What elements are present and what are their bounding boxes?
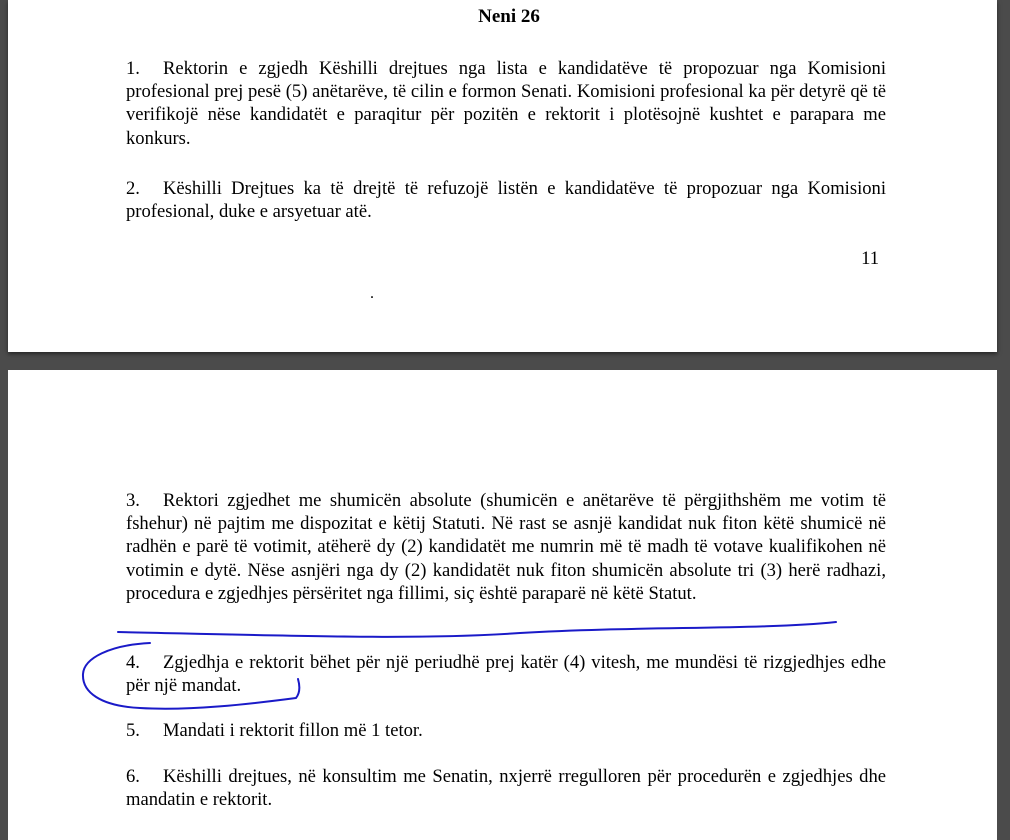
paragraph-5 — [126, 719, 886, 742]
article-heading: Neni 26 — [478, 6, 540, 27]
paragraph-number: 2. — [126, 178, 140, 199]
paragraph-number: 5. — [126, 720, 140, 741]
document-page-11 — [8, 0, 997, 352]
paragraph-6 — [126, 765, 886, 811]
paragraph-text: Rektorin e zgjedh Këshilli drejtues nga lista e kandidatëve të propozuar nga Komisioni profesional prej pesë (5) anëtarëve, të cilin e formon Senati. Komisioni profesional ka për detyrë që të verifikojë nëse kandidatët e paraqitur për pozitën e rektorit i plotësojnë kushtet e parapara me konkurs. — [126, 58, 886, 149]
paragraph-text: Mandati i rektorit fillon më 1 tetor. — [163, 720, 423, 741]
paragraph-number: 1. — [126, 58, 140, 79]
document-page-12 — [8, 370, 997, 840]
paragraph-3 — [126, 489, 886, 605]
paragraph-1 — [126, 57, 886, 150]
paragraph-text: Rektori zgjedhet me shumicën absolute (shumicën e anëtarëve të përgjithshëm me votim të fshehur) në pajtim me dispozitat e këtij Statuti. Në rast se asnjë kandidat nuk fiton këtë shumicë në radhën e parë të votimit, atëherë dy (2) kandidatët me numrin më të madh të votave kualifikohen në votimin e dytë. Nëse asnjëri nga dy (2) kandidatët nuk fiton shumicën absolute tri (3) herë radhazi, procedura e zgjedhjes përsëritet nga fillimi, siç është paraparë në këtë Statut. — [126, 490, 886, 604]
paragraph-2 — [126, 177, 886, 223]
paragraph-text: Këshilli drejtues, në konsultim me Senatin, nxjerrë rregulloren për procedurën e zgjedhjes dhe mandatin e rektorit. — [126, 766, 886, 811]
stray-mark: . — [370, 285, 374, 302]
paragraph-text: Këshilli Drejtues ka të drejtë të refuzojë listën e kandidatëve të propozuar nga Komisioni profesional, duke e arsyetuar atë. — [126, 178, 886, 223]
paragraph-text: Zgjedhja e rektorit bëhet për një periudhë prej katër (4) vitesh, me mundësi të rizgjedhjes edhe për një mandat. — [126, 652, 886, 697]
paragraph-number: 6. — [126, 766, 140, 787]
paragraph-4 — [126, 651, 886, 697]
paragraph-number: 4. — [126, 652, 140, 673]
paragraph-number: 3. — [126, 490, 140, 511]
page-number: 11 — [861, 248, 879, 269]
